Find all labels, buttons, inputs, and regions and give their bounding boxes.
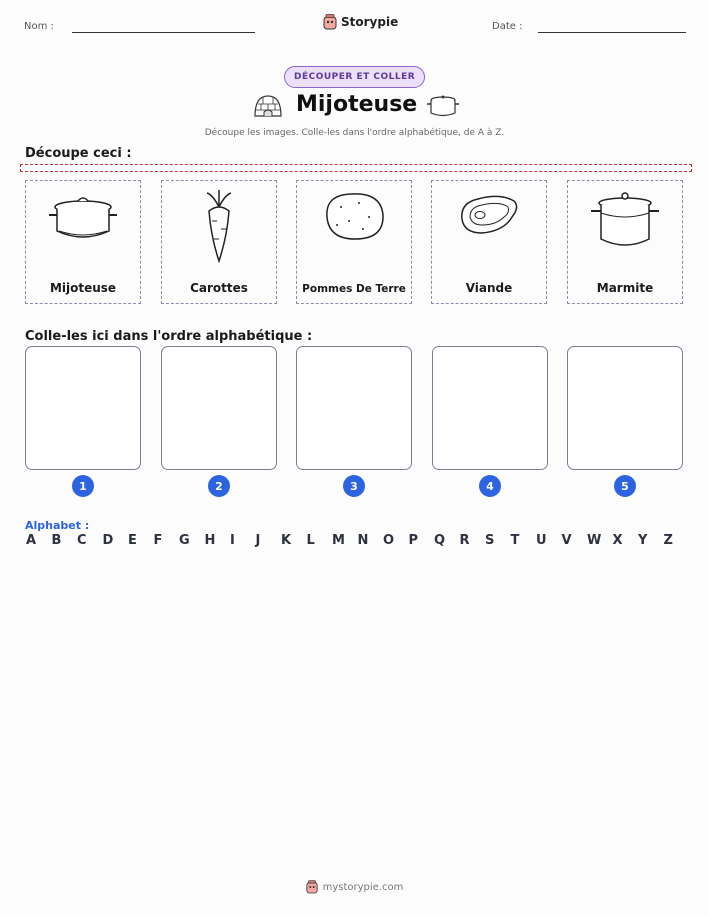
card-label: Marmite: [596, 281, 654, 295]
alphabet-letter: L: [306, 533, 315, 548]
alphabet-letter: J: [255, 533, 261, 548]
cut-card-pommes-de-terre[interactable]: [296, 180, 412, 304]
paste-box-3[interactable]: [296, 346, 412, 470]
cut-line: [20, 164, 692, 172]
potato-icon: [321, 189, 387, 243]
cut-card-marmite[interactable]: [567, 180, 683, 304]
pot-icon: [426, 94, 460, 118]
alphabet-letter: Y: [638, 533, 648, 548]
step-number: 3: [343, 475, 365, 497]
alphabet-letter: F: [153, 533, 163, 548]
card-label: Mijoteuse: [49, 281, 117, 295]
alphabet-letter: M: [332, 533, 345, 548]
alphabet-letter: U: [536, 533, 547, 548]
alphabet-letter: W: [587, 533, 602, 548]
alphabet-letter: P: [408, 533, 419, 548]
step-number: 4: [479, 475, 501, 497]
alphabet-letter: S: [485, 533, 495, 548]
card-label: Pommes De Terre: [302, 283, 406, 295]
alphabet-letter: E: [128, 533, 137, 548]
alphabet-letter: K: [281, 533, 292, 548]
alphabet-letter: H: [204, 533, 216, 548]
cut-card-carottes[interactable]: [161, 180, 277, 304]
paste-box-5[interactable]: [567, 346, 683, 470]
alphabet-letter: G: [179, 533, 190, 548]
alphabet-letter: Q: [434, 533, 446, 548]
alphabet-letter: D: [102, 533, 114, 548]
instruction-text: Découpe les images. Colle-les dans l'ordre alphabétique, de A à Z.: [204, 128, 505, 138]
stock-pot-icon: [587, 189, 663, 251]
alphabet-letter: B: [51, 533, 62, 548]
card-label: Viande: [465, 281, 513, 295]
date-label: Date :: [492, 21, 523, 32]
paste-box-2[interactable]: [161, 346, 277, 470]
alphabet-row: [26, 533, 689, 548]
mascot-icon: [323, 14, 337, 30]
cut-card-mijoteuse[interactable]: [25, 180, 141, 304]
activity-badge: DÉCOUPER ET COLLER: [284, 66, 425, 88]
steak-icon: [456, 189, 522, 239]
footer-url[interactable]: mystorypie.com: [322, 881, 404, 893]
footer: [0, 880, 709, 894]
name-label: Nom :: [24, 21, 54, 32]
mascot-icon: [306, 880, 318, 894]
brand-name: Storypie: [341, 15, 399, 29]
cut-heading: Découpe ceci :: [25, 146, 132, 161]
carrot-icon: [199, 189, 239, 263]
brand-logo: [323, 14, 398, 30]
step-number: 2: [208, 475, 230, 497]
date-line: [538, 32, 686, 33]
alphabet-letter: I: [230, 533, 235, 548]
step-number: 5: [614, 475, 636, 497]
alphabet-letter: O: [383, 533, 395, 548]
alphabet-letter: N: [357, 533, 369, 548]
name-line: [72, 32, 255, 33]
igloo-icon: [253, 94, 283, 118]
page-title: Mijoteuse: [296, 92, 418, 117]
paste-box-1[interactable]: [25, 346, 141, 470]
alphabet-letter: X: [612, 533, 623, 548]
alphabet-letter: T: [510, 533, 520, 548]
card-label: Carottes: [190, 281, 248, 295]
paste-heading: Colle-les ici dans l'ordre alphabétique :: [25, 329, 313, 344]
alphabet-letter: A: [26, 533, 37, 548]
alphabet-heading: Alphabet :: [25, 519, 90, 532]
cut-card-viande[interactable]: [431, 180, 547, 304]
step-number: 1: [72, 475, 94, 497]
alphabet-letter: V: [561, 533, 572, 548]
paste-box-4[interactable]: [432, 346, 548, 470]
alphabet-letter: R: [459, 533, 470, 548]
slow-cooker-icon: [45, 189, 121, 245]
alphabet-letter: Z: [663, 533, 673, 548]
alphabet-letter: C: [77, 533, 87, 548]
